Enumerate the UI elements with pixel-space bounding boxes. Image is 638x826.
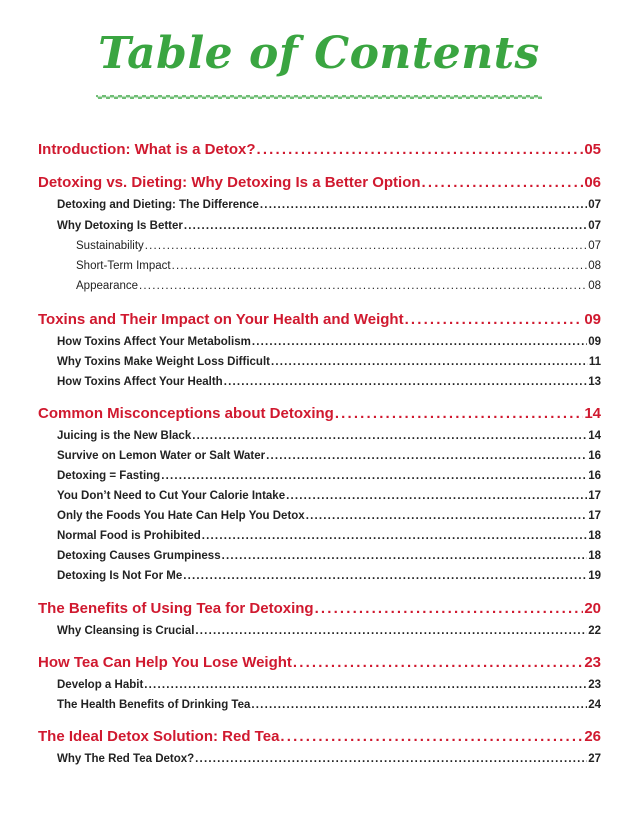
toc-page-number: 19	[588, 570, 601, 582]
toc-dot-leader	[257, 141, 584, 158]
toc-page-number: 14	[584, 405, 601, 422]
toc-page-number: 09	[588, 336, 601, 348]
toc-dot-leader	[315, 600, 584, 617]
toc-section-entry[interactable]	[57, 679, 601, 691]
toc-entry-title: The Benefits of Using Tea for Detoxing	[38, 600, 314, 617]
toc-page-number: 26	[584, 728, 601, 745]
toc-dot-leader	[293, 654, 583, 671]
toc-page-number: 24	[588, 699, 601, 711]
toc-entry-title: Why Cleansing is Crucial	[57, 625, 195, 637]
toc-dot-leader	[252, 336, 587, 348]
toc-entry-title: Only the Foods You Hate Can Help You Detox	[57, 510, 305, 522]
toc-chapter-entry[interactable]	[38, 405, 601, 422]
toc-page-number: 22	[588, 625, 601, 637]
toc-section-entry[interactable]	[57, 470, 601, 482]
toc-page-number: 09	[584, 311, 601, 328]
toc-page-number: 07	[588, 220, 601, 232]
toc-entry-title: Toxins and Their Impact on Your Health and Weight	[38, 311, 404, 328]
toc-section-entry[interactable]	[57, 356, 601, 368]
toc-entry-title: Why Toxins Make Weight Loss Difficult	[57, 356, 270, 368]
toc-dot-leader	[271, 356, 588, 368]
toc-page-number: 11	[588, 356, 601, 368]
toc-page-number: 18	[588, 530, 601, 542]
toc-entry-title: Appearance	[76, 280, 139, 292]
toc-entry-title: Short-Term Impact	[76, 260, 171, 272]
toc-entry-title: How Toxins Affect Your Metabolism	[57, 336, 251, 348]
toc-entry-title: Why Detoxing Is Better	[57, 220, 183, 232]
toc-page-number: 05	[584, 141, 601, 158]
toc-dot-leader	[266, 450, 587, 462]
toc-section-entry[interactable]	[57, 530, 601, 542]
toc-dot-leader	[405, 311, 584, 328]
toc-page-number: 08	[588, 280, 601, 292]
toc-dot-leader	[251, 699, 587, 711]
toc-entry-title: How Toxins Affect Your Health	[57, 376, 223, 388]
toc-chapter-entry[interactable]	[38, 311, 601, 328]
toc-page-number: 17	[588, 510, 601, 522]
toc-entry-title: Detoxing and Dieting: The Difference	[57, 199, 259, 211]
toc-entry-title: Sustainability	[76, 240, 144, 252]
toc-dot-leader	[144, 679, 587, 691]
toc-dot-leader	[172, 260, 588, 272]
toc-section-entry[interactable]	[76, 280, 601, 292]
toc-dot-leader	[145, 240, 587, 252]
toc-entry-title: Survive on Lemon Water or Salt Water	[57, 450, 266, 462]
toc-dot-leader	[335, 405, 583, 422]
toc-entry-title: The Health Benefits of Drinking Tea	[57, 699, 251, 711]
toc-section-entry[interactable]	[57, 450, 601, 462]
toc-dot-leader	[224, 376, 588, 388]
toc-section-entry[interactable]	[57, 199, 601, 211]
toc-dot-leader	[195, 625, 587, 637]
toc-dot-leader	[280, 728, 583, 745]
toc-entry-title: Common Misconceptions about Detoxing	[38, 405, 334, 422]
page-title: Table of Contents	[98, 28, 540, 79]
toc-dot-leader	[184, 220, 587, 232]
toc-entry-title: Why The Red Tea Detox?	[57, 753, 195, 765]
toc-dot-leader	[192, 430, 587, 442]
toc-page-number: 16	[588, 470, 601, 482]
toc-section-entry[interactable]	[76, 240, 601, 252]
toc-dot-leader	[161, 470, 587, 482]
toc-section-entry[interactable]	[57, 336, 601, 348]
toc-section-entry[interactable]	[57, 376, 601, 388]
toc-page-number: 13	[588, 376, 601, 388]
toc-page-number: 18	[588, 550, 601, 562]
toc-section-entry[interactable]	[57, 570, 601, 582]
toc-entry-title: How Tea Can Help You Lose Weight	[38, 654, 292, 671]
toc-entry-title: You Don’t Need to Cut Your Calorie Intake	[57, 490, 286, 502]
toc-dot-leader	[286, 490, 587, 502]
toc-page-number: 07	[588, 199, 601, 211]
toc-section-entry[interactable]	[57, 220, 601, 232]
toc-page-number: 16	[588, 450, 601, 462]
toc-page-number: 23	[588, 679, 601, 691]
toc-page-number: 27	[588, 753, 601, 765]
toc-section-entry[interactable]	[57, 490, 601, 502]
toc-dot-leader	[139, 280, 587, 292]
toc-entry-title: Detoxing Is Not For Me	[57, 570, 183, 582]
toc-page-number: 06	[584, 174, 601, 191]
toc-dot-leader	[306, 510, 587, 522]
toc-page-number: 08	[588, 260, 601, 272]
toc-chapter-entry[interactable]	[38, 174, 601, 191]
toc-section-entry[interactable]	[57, 753, 601, 765]
toc-entry-title: The Ideal Detox Solution: Red Tea	[38, 728, 280, 745]
toc-entry-title: Juicing is the New Black	[57, 430, 192, 442]
toc-page-number: 07	[588, 240, 601, 252]
toc-section-entry[interactable]	[57, 625, 601, 637]
toc-entry-title: Detoxing vs. Dieting: Why Detoxing Is a Better Option	[38, 174, 421, 191]
toc-entry-title: Detoxing = Fasting	[57, 470, 161, 482]
toc-page-number: 23	[584, 654, 601, 671]
toc-page-number: 17	[588, 490, 601, 502]
toc-dot-leader	[260, 199, 587, 211]
toc-section-entry[interactable]	[57, 510, 601, 522]
toc-dot-leader	[222, 550, 588, 562]
toc-entry-title: Detoxing Causes Grumpiness	[57, 550, 221, 562]
toc-entry-title: Introduction: What is a Detox?	[38, 141, 256, 158]
toc-dot-leader	[183, 570, 587, 582]
toc-section-entry[interactable]	[57, 550, 601, 562]
toc-section-entry[interactable]	[57, 699, 601, 711]
toc-chapter-entry[interactable]	[38, 141, 601, 158]
toc-entry-title: Develop a Habit	[57, 679, 144, 691]
toc-dot-leader	[195, 753, 587, 765]
wavy-divider	[96, 92, 542, 102]
toc-dot-leader	[202, 530, 587, 542]
toc-chapter-entry[interactable]	[38, 654, 601, 671]
toc-section-entry[interactable]	[76, 260, 601, 272]
toc-page-number: 20	[584, 600, 601, 617]
toc-chapter-entry[interactable]	[38, 728, 601, 745]
toc-entry-title: Normal Food is Prohibited	[57, 530, 201, 542]
toc-page-number: 14	[588, 430, 601, 442]
toc-dot-leader	[422, 174, 584, 191]
toc-section-entry[interactable]	[57, 430, 601, 442]
toc-chapter-entry[interactable]	[38, 600, 601, 617]
